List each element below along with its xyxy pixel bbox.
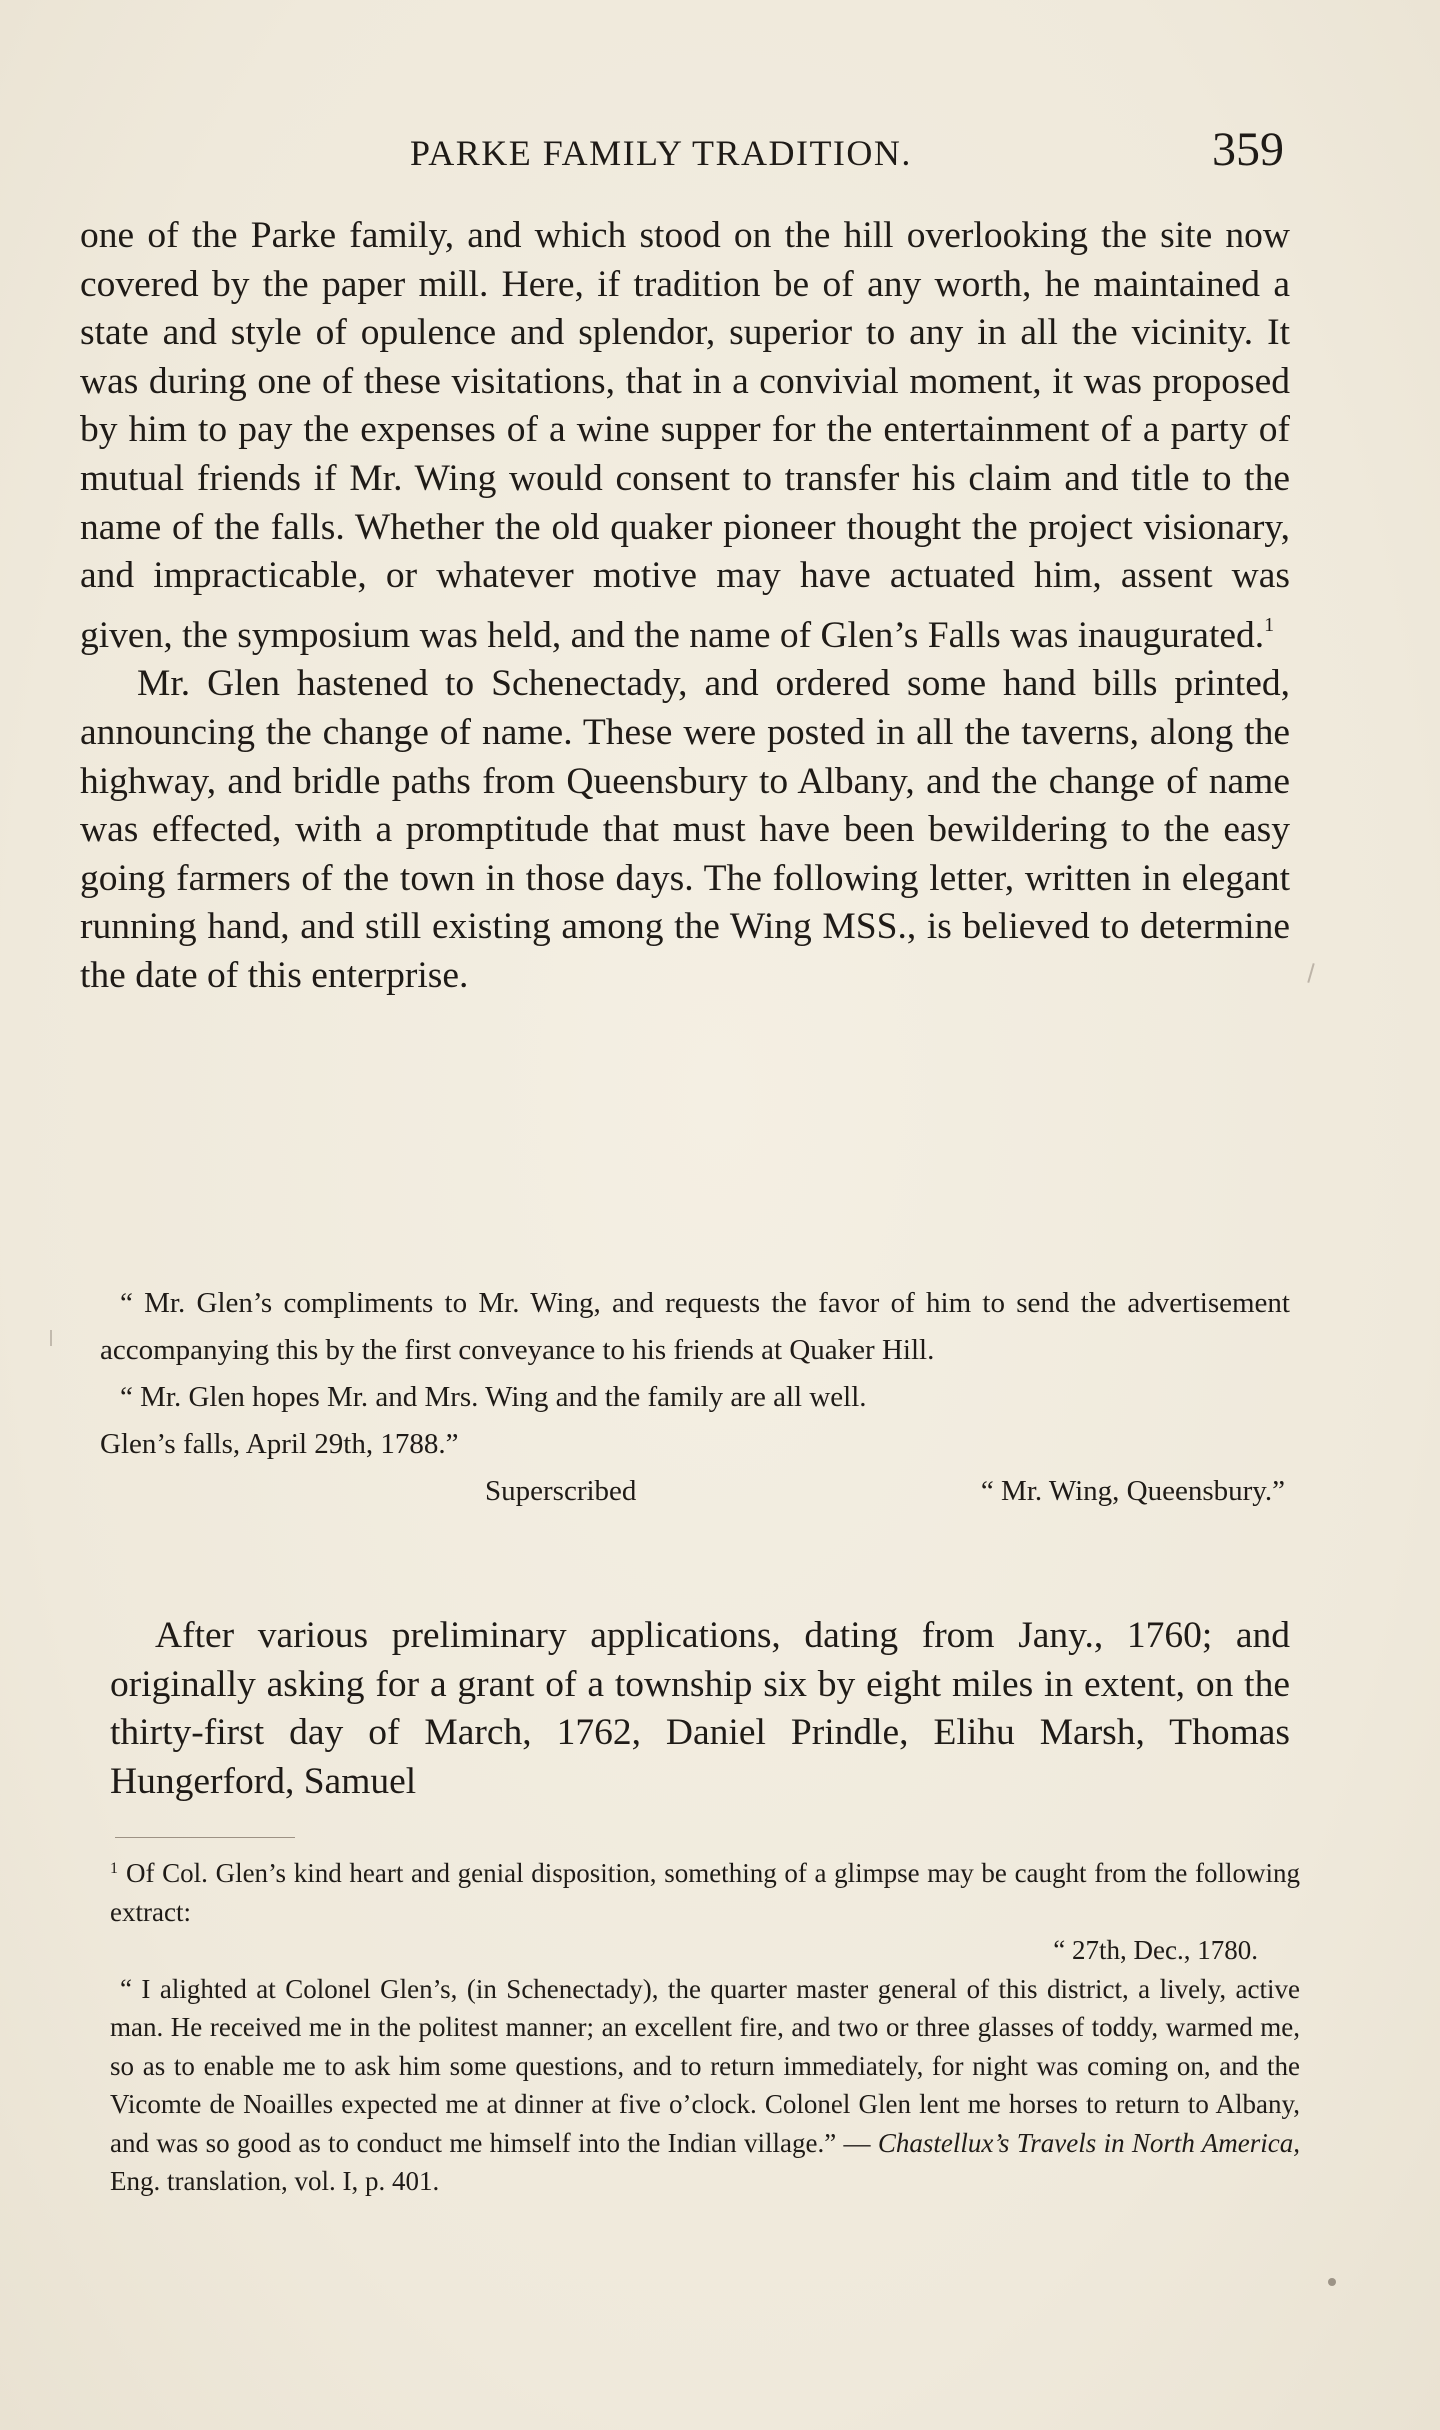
running-title: PARKE FAMILY TRADITION. [410, 133, 912, 173]
continuation-body-text [110, 1612, 1290, 1806]
paper-mark-left [50, 1330, 52, 1346]
footnote-mark: 1 [110, 1860, 118, 1877]
footnote-quote-text: “ I alighted at Colonel Glen’s, (in Schenectady), the quarter master general of this district, a lively, active man. He received me in the politest manner; an excellent fire, and two or three glasses of toddy, warmed me, so as to enable me to ask him some questions, and to return immediately, for night was coming on, and the Vicomte de Noailles expected me at dinner at five o’clock. Colonel Glen lent me horses to return to Albany, and was so good as to conduct me himself into the Indian village.” — [110, 1973, 1300, 2158]
paragraph-2: Mr. Glen hastened to Schenectady, and ordered some hand bills printed, announcing the change of name. These were posted in all the taverns, along the highway, and bridle paths from Queensbury to Albany, and the change of name was effected, with a promptitude that must have been bewildering to the easy going farmers of the town in those days. The following letter, written in elegant running hand, and still existing among the Wing MSS., is believed to determine the date of this enterprise. [80, 663, 1290, 996]
footnote-intro-text: Of Col. Glen’s kind heart and genial disposition, something of a glimpse may be caught from the following extract: [110, 1858, 1300, 1927]
footnote-source-detail: Eng. translation, vol. I, p. 401. [110, 2166, 440, 2196]
footnote [110, 1850, 1300, 2201]
page-header [0, 118, 1440, 178]
letter-date-line: Glen’s falls, April 29th, 1788.” [100, 1428, 459, 1460]
paragraph-3: After various preliminary applications, dating from Jany., 1760; and originally asking for a grant of a township six by eight miles in extent, on the thirty-first day of March, 1762, Daniel Prindle, Elihu Marsh, Thomas Hungerford, Samuel [110, 1615, 1290, 1802]
footnote-divider [115, 1837, 295, 1838]
page-number: 359 [1212, 123, 1284, 176]
letter-line-1: “ Mr. Glen’s compliments to Mr. Wing, and requests the favor of him to send the advertisement accompanying this by the first conveyance to his friends at Quaker Hill. [100, 1287, 1290, 1366]
ink-smudge [1328, 2278, 1336, 2286]
paragraph-1-text: one of the Parke family, and which stood on the hill overlooking the site now covered by the paper mill. Here, if tradition be of any worth, he maintained a state and style of opulence and splendor, superior to any in all the vicinity. It was during one of these visitations, that in a convivial moment, it was proposed by him to pay the expenses of a wine supper for the entertainment of a party of mutual friends if Mr. Wing would consent to transfer his claim and title to the name of the falls. Whether the old quaker pioneer thought the project visionary, and impracticable, or whatever motive may have actuated him, assent was given, the symposium was held, and the name of Glen’s Falls was inaugurated. [80, 215, 1290, 656]
footnote-intro [110, 1850, 1300, 1931]
paper-mark [1307, 963, 1314, 983]
paragraph-1 [80, 212, 1290, 660]
letter-line-2: “ Mr. Glen hopes Mr. and Mrs. Wing and the family are all well. [120, 1381, 867, 1413]
main-body-text [80, 212, 1290, 1001]
superscribed-row [100, 1468, 1290, 1515]
superscribed-label: Superscribed [485, 1475, 637, 1507]
footnote-source-title: Chastellux’s Travels in North America, [877, 2127, 1301, 2158]
footnote-reference: 1 [1264, 613, 1275, 636]
footnote-date: “ 27th, Dec., 1780. [1053, 1935, 1258, 1965]
quoted-letter [100, 1280, 1290, 1515]
superscribed-value: “ Mr. Wing, Queensbury.” [980, 1475, 1285, 1507]
footnote-quote [110, 1970, 1300, 2201]
